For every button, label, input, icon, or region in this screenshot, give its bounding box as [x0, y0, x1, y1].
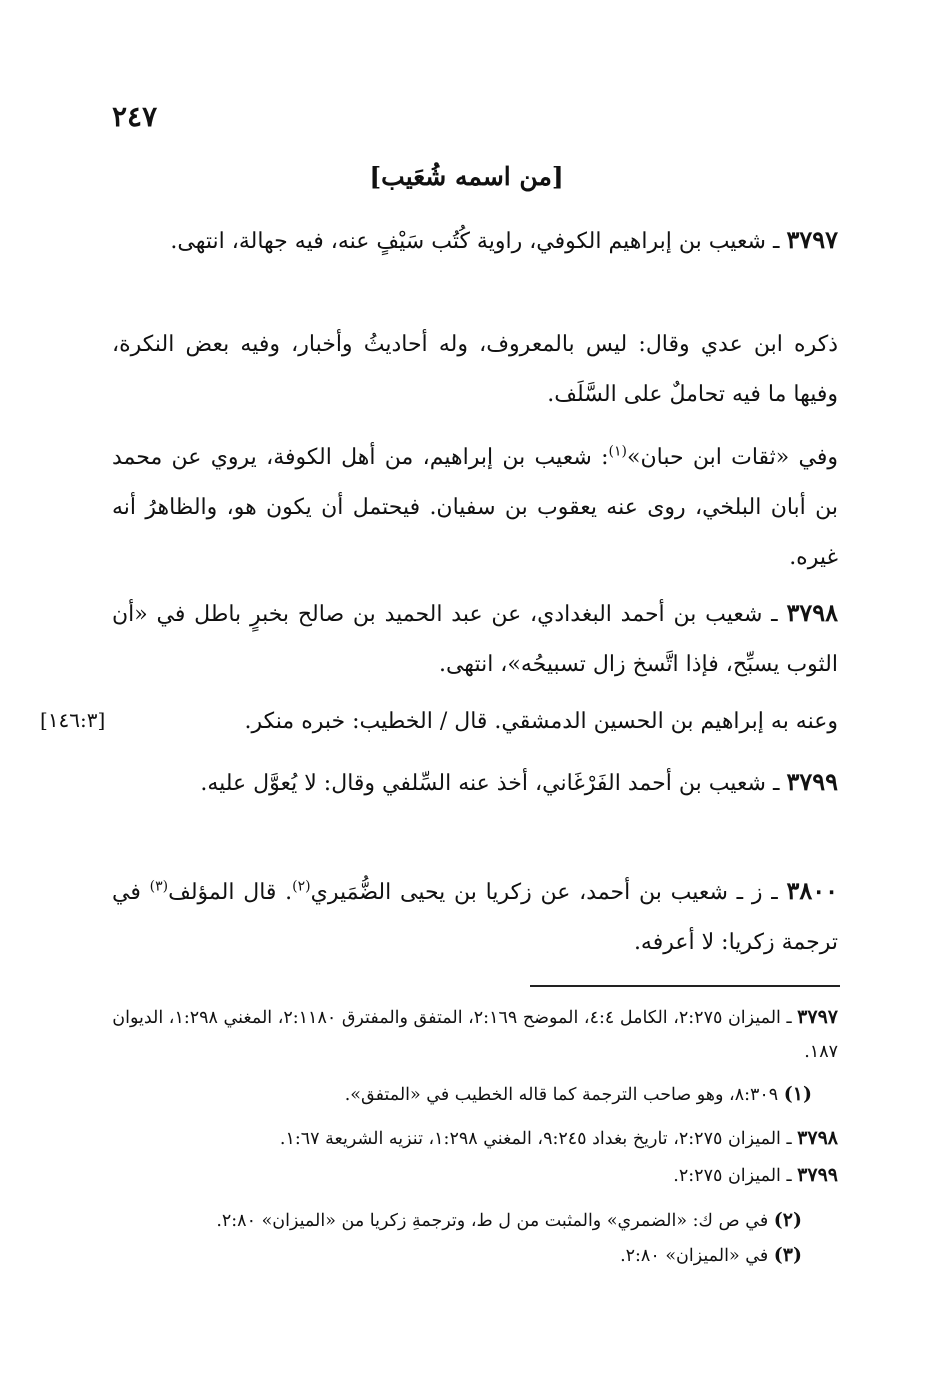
footnote-ref-2: (٢)	[292, 878, 311, 895]
entry-text: ـ شعيب بن أحمد البغدادي، عن عبد الحميد بن صالح بخبرٍ باطل في «أن الثوب يسبِّح، فإذا اتَّسخ زال تسبيحُه»، انتهى.	[112, 602, 838, 677]
entry-text: . قال المؤلف	[168, 880, 293, 905]
footnote-number: ٣٧٩٨	[797, 1127, 838, 1149]
entry-number: ٣٨٠٠	[786, 876, 838, 905]
footnote-number: (١)	[783, 1083, 812, 1105]
footnote-number: ٣٧٩٩	[797, 1164, 838, 1186]
entry-text: ـ شعيب بن أحمد الفَرْغَاني، أخذ عنه السِّلفي وقال: لا يُعوَّل عليه.	[200, 771, 780, 796]
entry-3797-paragraph-3	[112, 433, 838, 583]
footnote-text: ٨:٣٠٩، وهو صاحب الترجمة كما قاله الخطيب في «المتفق».	[344, 1085, 779, 1105]
footnote-ref-3: (٣)	[149, 878, 169, 895]
footnote-3799	[112, 1158, 838, 1193]
page-number: ٢٤٧	[112, 100, 158, 133]
entry-text: ـ ز ـ شعيب بن أحمد، عن زكريا بن يحيى الضُّمَيري	[310, 880, 778, 905]
entry-3799	[112, 757, 838, 809]
footnote-text: في ص ك: «الضمري» والمثبت من ل ط، وترجمةِ زكريا من «الميزان» ٢:٨٠.	[216, 1211, 769, 1231]
footnote-3	[112, 1238, 802, 1273]
footnote-ref-1: (١)	[608, 443, 627, 460]
footnote-1	[112, 1077, 812, 1112]
footnote-text: ـ الميزان ٢:٢٧٥.	[673, 1166, 792, 1186]
footnote-3797	[112, 1000, 838, 1069]
entry-3797-paragraph-2: ذكره ابن عدي وقال: ليس بالمعروف، وله أحاديثُ وأخبار، وفيه بعض النكرة، وفيها ما فيه تحاملٌ على السَّلَف.	[112, 332, 838, 407]
footnote-number: (٢)	[773, 1209, 802, 1231]
entry-3798	[112, 588, 838, 690]
entry-number: ٣٧٩٧	[786, 225, 838, 254]
entry-3798-paragraph-2: وعنه به إبراهيم بن الحسين الدمشقي. قال / الخطيب: خبره منكر.	[244, 709, 838, 734]
entry-text: ـ شعيب بن إبراهيم الكوفي، راوية كُتُب سَيْفٍ عنه، فيه جهالة، انتهى.	[170, 229, 780, 254]
footnote-number: (٣)	[773, 1244, 802, 1266]
entry-3800	[112, 866, 838, 968]
footnote-text: ـ الميزان ٢:٢٧٥، الكامل ٤:٤، الموضح ٢:١٦٩، المتفق والمفترق ٢:١١٨٠، المغني ١:٢٩٨، الديوان ١٨٧.	[112, 1008, 838, 1062]
footnote-separator	[530, 985, 840, 987]
footnote-3798	[112, 1121, 838, 1156]
entry-text: في ترجمة زكريا: لا أعرفه.	[112, 880, 838, 955]
footnote-text: ـ الميزان ٢:٢٧٥، تاريخ بغداد ٩:٢٤٥، المغني ١:٢٩٨، تنزيه الشريعة ١:٦٧.	[279, 1129, 792, 1149]
footnote-text: في «الميزان» ٢:٨٠.	[620, 1246, 769, 1266]
entry-3797	[112, 215, 838, 267]
section-heading: [من اسمه شُعَيب]	[369, 162, 564, 191]
entry-number: ٣٧٩٨	[786, 598, 838, 627]
footnote-2	[112, 1203, 802, 1238]
footnote-number: ٣٧٩٧	[797, 1006, 838, 1028]
volume-page-marker: [١٤٦:٣]	[40, 708, 106, 732]
paragraph-text: وفي «ثقات ابن حبان»	[627, 445, 839, 470]
paragraph-text: : شعيب بن إبراهيم، من أهل الكوفة، يروي عن محمد بن أبان البلخي، روى عنه يعقوب بن سفيان. فيحتمل أن يكون هو، والظاهرُ أنه غيره.	[112, 445, 838, 570]
entry-number: ٣٧٩٩	[786, 767, 838, 796]
